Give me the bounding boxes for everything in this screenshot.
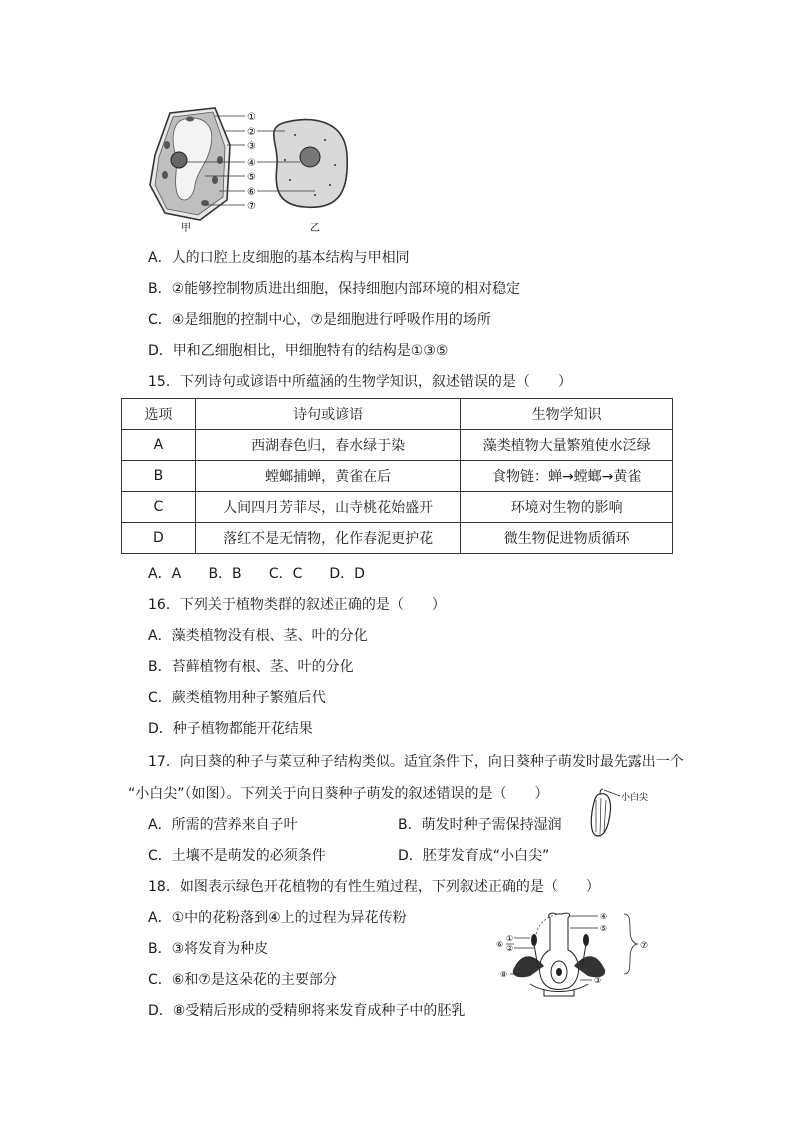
label-4: ④ xyxy=(247,158,256,169)
caption-jia: 甲 xyxy=(181,223,191,234)
q18-option-b: B．③将发育为种皮 xyxy=(148,941,269,957)
q15-option-b: B．B xyxy=(208,566,242,582)
q15-table xyxy=(121,398,673,554)
flower-label-3: ③ xyxy=(594,976,602,985)
q16-option-b: B．苔藓植物有根、茎、叶的分化 xyxy=(148,659,354,675)
q18-stem: 18．如图表示绿色开花植物的有性生殖过程，下列叙述正确的是（ ） xyxy=(148,879,600,895)
seed-figure xyxy=(586,786,666,842)
table-cell: 落红不是无情物，化作春泥更护花 xyxy=(195,523,461,554)
table-cell: D xyxy=(122,523,196,554)
flower-label-7: ⑦ xyxy=(640,941,649,951)
flower-figure xyxy=(490,910,665,1000)
label-3: ③ xyxy=(247,141,256,152)
q15-options xyxy=(148,564,385,584)
table-row xyxy=(122,492,673,523)
q14-option-d: D．甲和乙细胞相比，甲细胞特有的结构是①③⑤ xyxy=(148,343,449,359)
table-cell: A xyxy=(122,430,196,461)
table-cell: 人间四月芳菲尽，山寺桃花始盛开 xyxy=(195,492,461,523)
q14-option-a: A．人的口腔上皮细胞的基本结构与甲相同 xyxy=(148,250,410,266)
table-cell: C xyxy=(122,492,196,523)
q15-option-d: D．D xyxy=(329,566,365,582)
q14-option-c: C．④是细胞的控制中心，⑦是细胞进行呼吸作用的场所 xyxy=(148,312,491,328)
flower-label-4: ④ xyxy=(600,912,608,921)
table-cell: 螳螂捕蝉，黄雀在后 xyxy=(195,461,461,492)
q15-option-c: C．C xyxy=(268,566,303,582)
q17-option-b: B．萌发时种子需保持湿润 xyxy=(398,817,562,833)
label-1: ① xyxy=(247,112,256,123)
q17-stem-line2: “小白尖”（如图）。下列关于向日葵种子萌发的叙述错误的是（ ） xyxy=(128,786,549,802)
cell-figure xyxy=(145,105,365,235)
table-cell: 微生物促进物质循环 xyxy=(461,523,673,554)
seed-tip-label: 小白尖 xyxy=(621,793,649,803)
table-cell: 西湖春色归，春水绿于染 xyxy=(195,430,461,461)
flower-label-6: ⑥ xyxy=(496,940,504,949)
q16-stem: 16．下列关于植物类群的叙述正确的是（ ） xyxy=(148,597,446,613)
q17-option-d: D．胚芽发育成“小白尖” xyxy=(398,848,550,864)
table-header-row xyxy=(122,399,673,430)
q18-option-d: D．⑧受精后形成的受精卵将来发育成种子中的胚乳 xyxy=(148,1003,466,1019)
table-cell: 藻类植物大量繁殖使水泛绿 xyxy=(461,430,673,461)
q15-stem: 15．下列诗句或谚语中所蕴涵的生物学知识，叙述错误的是（ ） xyxy=(148,374,572,390)
table-cell: 环境对生物的影响 xyxy=(461,492,673,523)
table-cell: 食物链：蝉→螳螂→黄雀 xyxy=(461,461,673,492)
header-cell: 诗句或谚语 xyxy=(195,399,461,430)
anther-right xyxy=(583,934,589,946)
q16-option-a: A．藻类植物没有根、茎、叶的分化 xyxy=(148,628,368,644)
animal-nucleus xyxy=(300,147,320,167)
table-row xyxy=(122,523,673,554)
table-cell: B xyxy=(122,461,196,492)
header-cell: 生物学知识 xyxy=(461,399,673,430)
q17-option-c: C．土壤不是萌发的必须条件 xyxy=(148,848,326,864)
flower-label-5: ⑤ xyxy=(600,924,608,933)
anther-left xyxy=(531,934,537,946)
q14-option-b: B．②能够控制物质进出细胞，保持细胞内部环境的相对稳定 xyxy=(148,281,521,297)
flower-label-8: ⑧ xyxy=(500,970,508,979)
plant-nucleus xyxy=(171,152,187,168)
label-2: ② xyxy=(247,127,256,138)
q16-option-c: C．蕨类植物用种子繁殖后代 xyxy=(148,690,326,706)
q18-option-c: C．⑥和⑦是这朵花的主要部分 xyxy=(148,972,337,988)
label-6: ⑥ xyxy=(247,187,256,198)
header-cell: 选项 xyxy=(122,399,196,430)
table-row xyxy=(122,461,673,492)
label-5: ⑤ xyxy=(247,172,256,183)
q17-stem-line1: 17．向日葵的种子与菜豆种子结构类似。适宜条件下，向日葵种子萌发时最先露出一个 xyxy=(148,754,684,770)
petal-right xyxy=(574,956,605,977)
table-row xyxy=(122,430,673,461)
flower-label-2: ② xyxy=(506,944,514,953)
q16-option-d: D．种子植物都能开花结果 xyxy=(148,721,313,737)
q17-option-a: A．所需的营养来自子叶 xyxy=(148,817,298,833)
q15-option-a: A．A xyxy=(148,566,182,582)
label-7: ⑦ xyxy=(247,201,256,212)
caption-yi: 乙 xyxy=(310,223,320,234)
flower-label-1: ① xyxy=(506,934,514,943)
q18-option-a: A．①中的花粉落到④上的过程为异花传粉 xyxy=(148,910,407,926)
